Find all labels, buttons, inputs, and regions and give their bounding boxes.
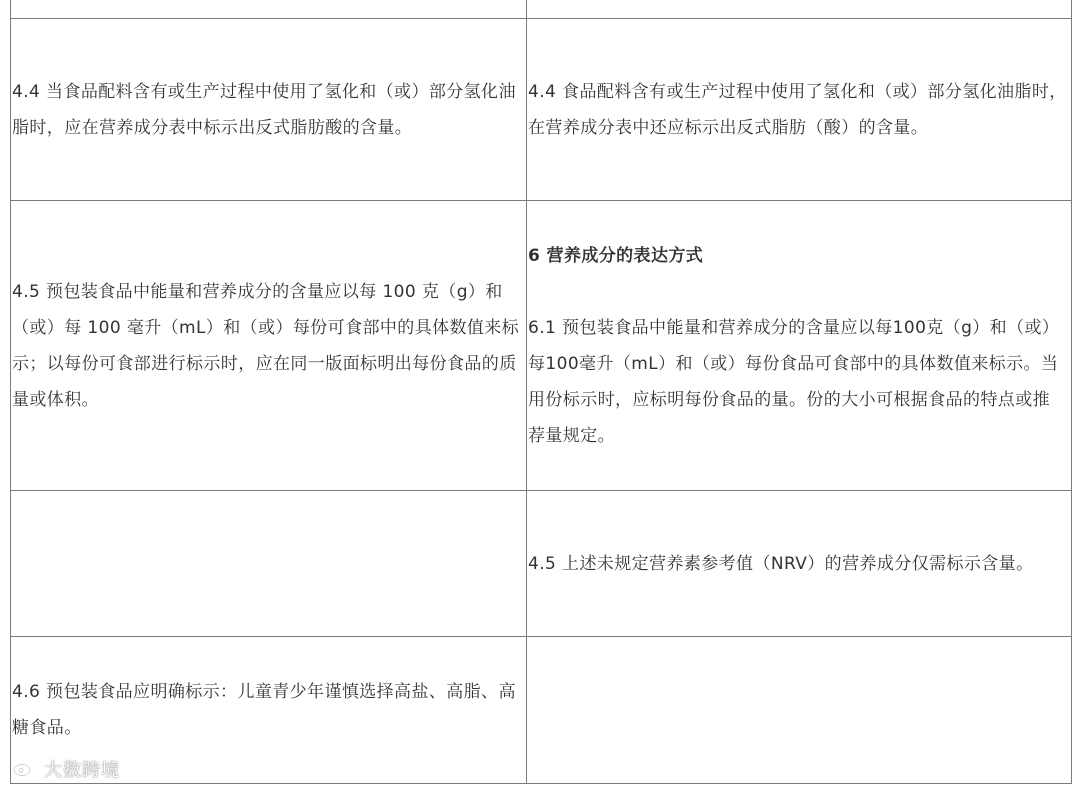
watermark-text: 大数跨境 <box>44 760 120 781</box>
table-row <box>11 201 1072 491</box>
section-heading: 6 营养成分的表达方式 <box>528 245 704 266</box>
table-row <box>11 491 1072 637</box>
cell-text: 4.6 预包装食品应明确标示：儿童青少年谨慎选择高盐、高脂、高糖食品。 <box>12 682 516 738</box>
watermark <box>12 756 120 782</box>
table-cell-left <box>11 0 527 19</box>
table-cell-right <box>527 201 1072 491</box>
table-row <box>11 0 1072 19</box>
table-cell-right <box>527 637 1072 784</box>
weibo-icon <box>12 761 38 777</box>
cell-text: 4.5 上述未规定营养素参考值（NRV）的营养成分仅需标示含量。 <box>528 553 1034 574</box>
comparison-table <box>10 0 1072 784</box>
cell-text: 4.4 食品配料含有或生产过程中使用了氢化和（或）部分氢化油脂时，在营养成分表中还应标示出反式脂肪（酸）的含量。 <box>528 81 1067 138</box>
table-cell-left <box>11 201 527 491</box>
table-cell-right <box>527 491 1072 637</box>
table-cell-left <box>11 19 527 201</box>
table-cell-right <box>527 19 1072 201</box>
table-row <box>11 637 1072 784</box>
table-cell-right <box>527 0 1072 19</box>
cell-text: 4.5 预包装食品中能量和营养成分的含量应以每 100 克（g）和（或）每 100 毫升（mL）和（或）每份可食部中的具体数值来标示；以每份可食部进行标示时，应在同一版面标明出每份食品的质量或体积。 <box>12 281 520 410</box>
cell-text: 4.4 当食品配料含有或生产过程中使用了氢化和（或）部分氢化油脂时，应在营养成分表中标示出反式脂肪酸的含量。 <box>12 81 516 138</box>
cell-text: 6.1 预包装食品中能量和营养成分的含量应以每100克（g）和（或）每100毫升（mL）和（或）每份食品可食部中的具体数值来标示。当用份标示时，应标明每份食品的量。份的大小可根据食品的特点或推荐量规定。 <box>528 317 1060 446</box>
table-row <box>11 19 1072 201</box>
table-cell-left <box>11 491 527 637</box>
